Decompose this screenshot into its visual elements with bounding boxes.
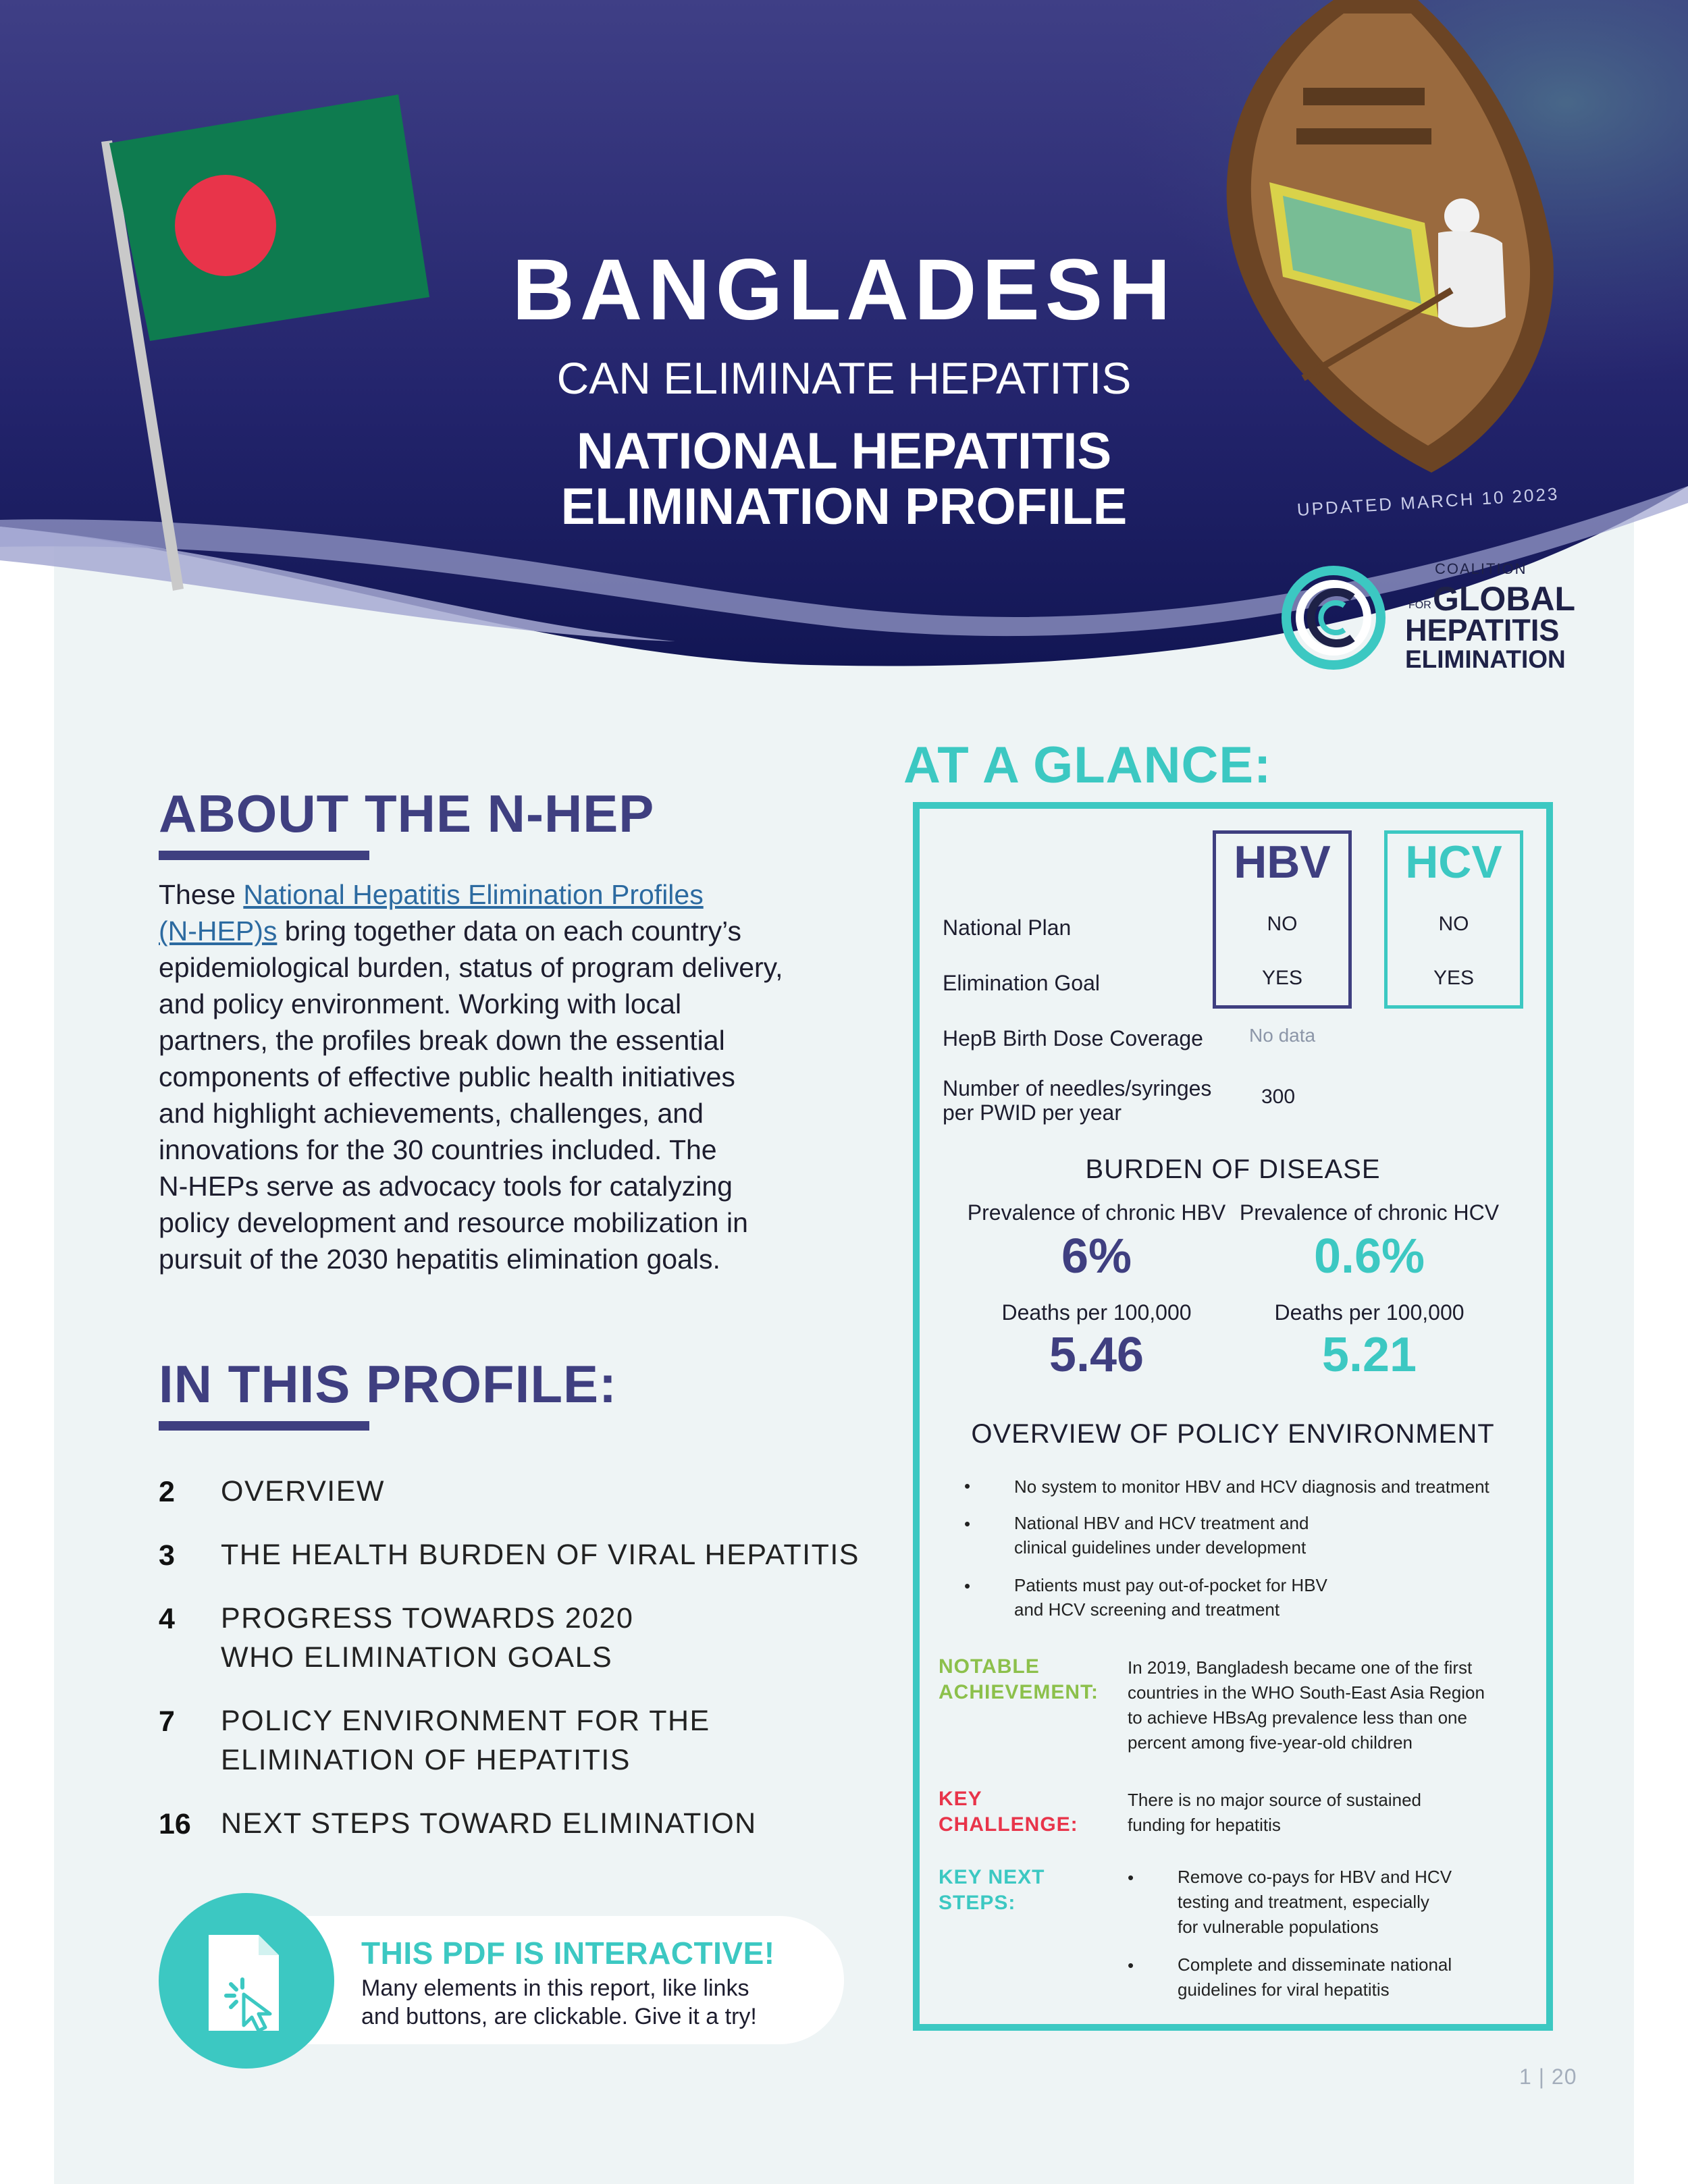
bullet: • — [1128, 1955, 1134, 1975]
policy-item — [1014, 1511, 1309, 1560]
row-label-needles — [943, 1076, 1211, 1125]
logo-line2: GLOBAL — [1433, 580, 1576, 618]
about-line: N-HEPs serve as advocacy tools for catalyzing — [159, 1171, 733, 1202]
document-click-icon — [206, 1932, 294, 2033]
challenge-tag-line1: KEY — [939, 1788, 982, 1810]
toc-label — [221, 1472, 385, 1511]
logo-line4: ELIMINATION — [1405, 645, 1566, 673]
achievement-line: to achieve HBsAg prevalence less than one — [1128, 1707, 1467, 1728]
achievement-tag-line1: NOTABLE — [939, 1655, 1040, 1678]
about-line1-rest: bring together data on each country’s — [277, 915, 741, 947]
toc-page-number: 3 — [159, 1539, 175, 1572]
hcv-prevalence-label: Prevalence of chronic HCV — [1239, 1200, 1500, 1225]
hbv-prevalence-label: Prevalence of chronic HBV — [967, 1200, 1226, 1225]
national-plan-hcv: NO — [1438, 913, 1469, 935]
hcv-prevalence-value: 0.6% — [1313, 1229, 1425, 1283]
tagline: CAN ELIMINATE HEPATITIS — [556, 353, 1132, 403]
toc-label-line1: POLICY ENVIRONMENT FOR THE — [221, 1705, 710, 1737]
hbv-column-header: HBV — [1234, 836, 1331, 888]
about-heading-rule — [159, 851, 369, 860]
about-line — [159, 876, 841, 913]
bullet: • — [964, 1476, 971, 1496]
about-line: innovations for the 30 countries included. The — [159, 1134, 717, 1165]
next-step-line: Complete and disseminate national — [1178, 1954, 1452, 1975]
achievement-line: countries in the WHO South-East Asia Region — [1128, 1682, 1485, 1703]
policy-heading: OVERVIEW OF POLICY ENVIRONMENT — [971, 1419, 1495, 1449]
about-body — [159, 876, 841, 1277]
hcv-column-header: HCV — [1405, 836, 1502, 888]
country-title: BANGLADESH — [512, 242, 1176, 338]
hbv-deaths-value: 5.46 — [1049, 1328, 1144, 1382]
policy-item — [1014, 1474, 1489, 1499]
achievement-tag-line2: ACHIEVEMENT: — [939, 1681, 1099, 1703]
policy-item-line2: clinical guidelines under development — [1014, 1537, 1307, 1557]
achievement-text — [1128, 1655, 1485, 1755]
glance-title: AT A GLANCE: — [903, 737, 1272, 794]
toc-heading: IN THIS PROFILE: — [159, 1354, 617, 1414]
hbv-prevalence-value: 6% — [1061, 1229, 1132, 1283]
next-step-item — [1178, 1952, 1452, 2002]
next-steps-tag-line1: KEY NEXT — [939, 1866, 1045, 1888]
interactive-badge — [159, 1893, 334, 2069]
challenge-text — [1128, 1788, 1421, 1838]
row-label-elimination-goal: Elimination Goal — [943, 971, 1100, 995]
logo-for: FOR — [1408, 600, 1431, 611]
interactive-text-line1: Many elements in this report, like links — [361, 1975, 749, 2001]
row-label-national-plan: National Plan — [943, 915, 1072, 940]
next-steps-tag — [939, 1865, 1045, 1916]
toc-label-line1: OVERVIEW — [221, 1475, 385, 1508]
toc-label — [221, 1804, 757, 1843]
toc-label-line2: ELIMINATION OF HEPATITIS — [221, 1744, 631, 1776]
challenge-tag — [939, 1786, 1078, 1838]
burden-heading: BURDEN OF DISEASE — [1085, 1154, 1381, 1184]
about-line: and highlight achievements, challenges, and — [159, 1098, 704, 1129]
about-line: partners, the profiles break down the essential — [159, 1025, 725, 1056]
profile-title-line1: NATIONAL HEPATITIS — [576, 423, 1112, 480]
row-label-birth-dose: HepB Birth Dose Coverage — [943, 1026, 1203, 1050]
hcv-deaths-value: 5.21 — [1321, 1328, 1417, 1382]
needles-label-line1: Number of needles/syringes — [943, 1076, 1212, 1100]
logo-line1: COALITION — [1435, 560, 1527, 577]
about-line: pursuit of the 2030 hepatitis elimination goals. — [159, 1244, 720, 1275]
elimination-goal-hcv: YES — [1433, 967, 1475, 989]
achievement-tag — [939, 1654, 1099, 1705]
national-plan-hbv: NO — [1267, 913, 1298, 935]
toc-heading-rule — [159, 1421, 369, 1431]
next-steps-tag-line2: STEPS: — [939, 1892, 1016, 1914]
updated-date: UPDATED MARCH 10 2023 — [1296, 483, 1560, 520]
interactive-text — [361, 1974, 757, 2031]
toc-label-line1: THE HEALTH BURDEN OF VIRAL HEPATITIS — [221, 1539, 860, 1571]
hcv-deaths-label: Deaths per 100,000 — [1274, 1300, 1465, 1325]
toc-page-number: 7 — [159, 1705, 175, 1738]
toc-label-line1: PROGRESS TOWARDS 2020 — [221, 1602, 634, 1634]
profile-title-line2: ELIMINATION PROFILE — [560, 478, 1128, 535]
about-line: and policy environment. Working with local — [159, 988, 682, 1019]
about-line: policy development and resource mobilization in — [159, 1207, 748, 1238]
interactive-text-line2: and buttons, are clickable. Give it a try! — [361, 2004, 757, 2029]
policy-item — [1014, 1573, 1327, 1622]
interactive-title: THIS PDF IS INTERACTIVE! — [361, 1936, 775, 1971]
bullet: • — [964, 1576, 971, 1596]
achievement-line: In 2019, Bangladesh became one of the first — [1128, 1657, 1473, 1678]
nhep-link[interactable]: National Hepatitis Elimination Profiles — [243, 879, 704, 910]
next-step-item — [1178, 1865, 1452, 1940]
toc-label-line2: WHO ELIMINATION GOALS — [221, 1641, 613, 1674]
nhep-link-continued[interactable]: (N-HEP)s — [159, 915, 278, 947]
hbv-deaths-label: Deaths per 100,000 — [1001, 1300, 1192, 1325]
toc-page-number: 4 — [159, 1603, 175, 1635]
page-number: 1 | 20 — [1519, 2065, 1577, 2089]
bullet: • — [964, 1514, 971, 1534]
next-step-line: guidelines for viral hepatitis — [1178, 1979, 1390, 2000]
toc-page-number: 16 — [159, 1808, 191, 1840]
toc-page-number: 2 — [159, 1476, 175, 1508]
birth-dose-value: No data — [1249, 1025, 1316, 1046]
logo-mark-icon — [1280, 564, 1388, 672]
about-line — [159, 913, 841, 949]
toc-label — [221, 1701, 710, 1780]
toc-label-line1: NEXT STEPS TOWARD ELIMINATION — [221, 1807, 757, 1840]
elimination-goal-hbv: YES — [1261, 967, 1303, 989]
next-step-line: testing and treatment, especially — [1178, 1892, 1429, 1912]
policy-item-line1: No system to monitor HBV and HCV diagnosis and treatment — [1014, 1476, 1489, 1497]
about-line: components of effective public health initiatives — [159, 1061, 735, 1092]
next-step-line: for vulnerable populations — [1178, 1917, 1379, 1937]
cghe-logo[interactable] — [1280, 560, 1576, 678]
policy-item-line1: Patients must pay out-of-pocket for HBV — [1014, 1575, 1327, 1595]
about-heading: ABOUT THE N-HEP — [159, 784, 655, 843]
challenge-line: funding for hepatitis — [1128, 1815, 1281, 1835]
policy-item-line2: and HCV screening and treatment — [1014, 1599, 1280, 1620]
challenge-line: There is no major source of sustained — [1128, 1790, 1421, 1810]
toc-label — [221, 1599, 633, 1677]
about-intro: These — [159, 879, 244, 910]
needles-label-line2: per PWID per year — [943, 1100, 1122, 1125]
bullet: • — [1128, 1867, 1134, 1888]
next-step-line: Remove co-pays for HBV and HCV — [1178, 1867, 1452, 1887]
achievement-line: percent among five-year-old children — [1128, 1732, 1413, 1753]
profile-title — [0, 424, 1688, 535]
toc-label — [221, 1535, 860, 1574]
policy-item-line1: National HBV and HCV treatment and — [1014, 1513, 1309, 1533]
logo-line3: HEPATITIS — [1405, 613, 1560, 647]
challenge-tag-line2: CHALLENGE: — [939, 1813, 1078, 1836]
needles-value: 300 — [1261, 1086, 1296, 1108]
about-line: epidemiological burden, status of program delivery, — [159, 952, 783, 983]
